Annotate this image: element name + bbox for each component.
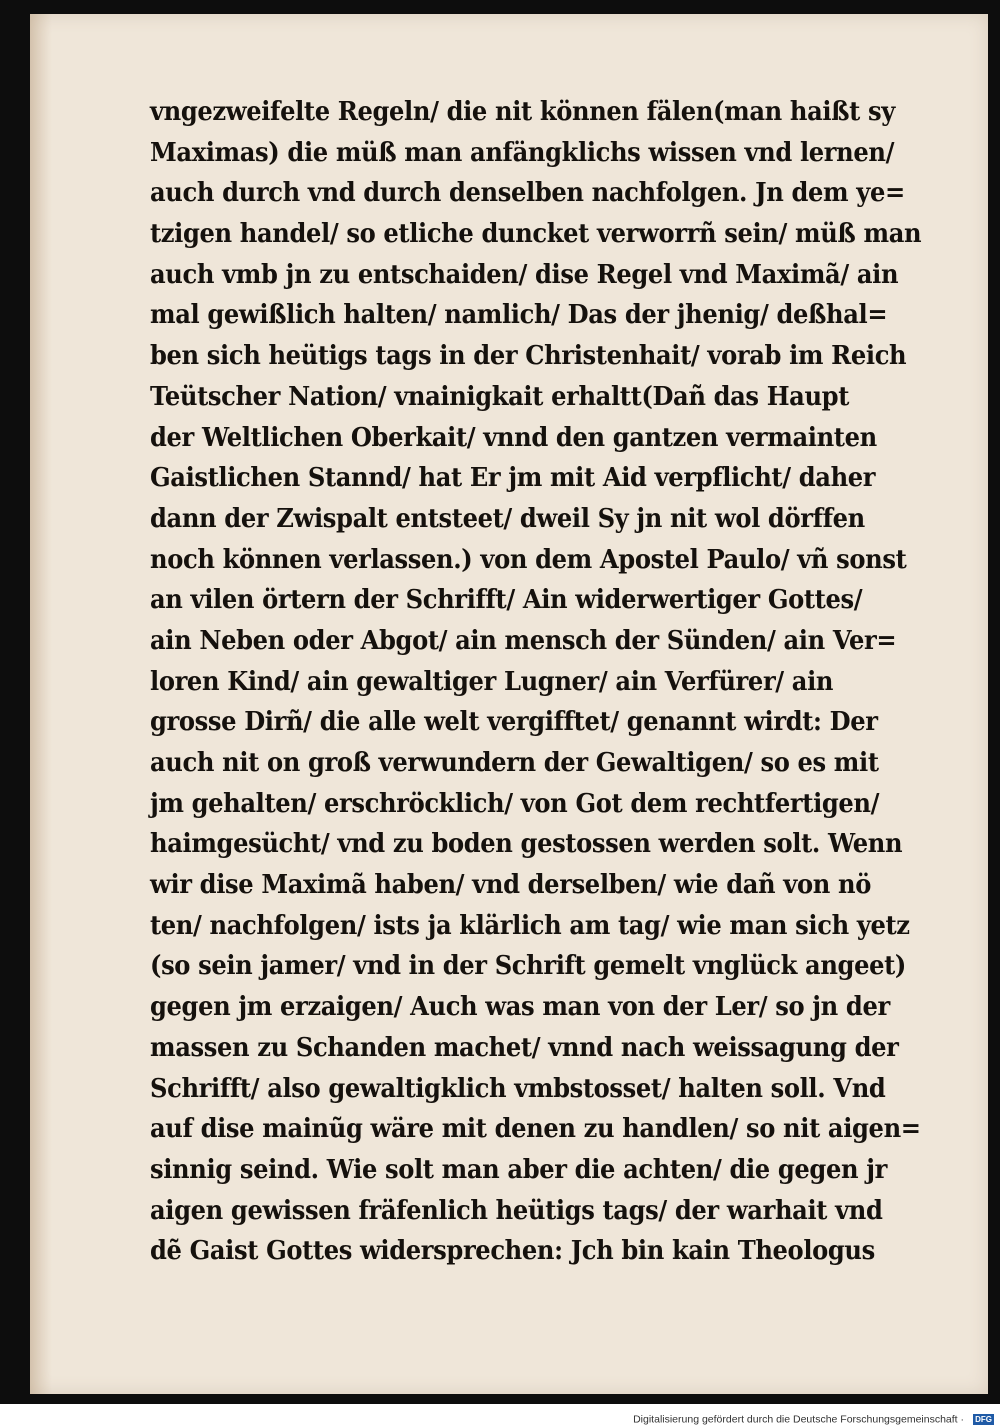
text-line: auch nit on groß verwundern der Gewaltigen/ so es mit xyxy=(150,748,879,778)
text-line: aigen gewissen fräfenlich heütigs tags/ der warhait vnd xyxy=(150,1195,883,1226)
text-line: Schrifft/ also gewaltigklich vmbstosset/ halten soll. Vnd xyxy=(150,1073,886,1104)
text-line: (so sein jamer/ vnd in der Schrift gemelt vnglück angeet) xyxy=(150,951,906,982)
text-line: vngezweifelte Regeln/ die nit können fälen(man haißt sy xyxy=(150,97,895,127)
text-line: sinnig seind. Wie solt man aber die achten/ die gegen jr xyxy=(150,1154,887,1185)
text-line: gegen jm erzaigen/ Auch was man von der Ler/ so jn der xyxy=(150,992,890,1023)
book-page xyxy=(30,14,988,1394)
dfg-logo-icon: DFG xyxy=(975,1415,992,1424)
text-line: an vilen örtern der Schrifft/ Ain widerwertiger Gottes/ xyxy=(150,585,863,616)
text-line: haimgesücht/ vnd zu boden gestossen werden solt. Wenn xyxy=(150,829,903,860)
text-line: grosse Dirñ/ die alle welt vergifftet/ genannt wirdt: Der xyxy=(150,707,878,738)
text-line: dẽ Gaist Gottes widersprechen: Jch bin kain Theologus xyxy=(150,1236,875,1267)
text-line: auf dise mainũg wäre mit denen zu handlen/ so nit aigen= xyxy=(150,1114,921,1145)
digitization-credit xyxy=(604,1409,994,1426)
text-line: noch können verlassen.) von dem Apostel Paulo/ vñ sonst xyxy=(150,544,907,575)
text-line: auch vmb jn zu entschaiden/ dise Regel vnd Maximã/ ain xyxy=(150,259,899,290)
credit-text: Digitalisierung gefördert durch die Deutsche Forschungsgemeinschaft · xyxy=(633,1413,965,1426)
text-line: massen zu Schanden machet/ vnnd nach weissagung der xyxy=(150,1032,899,1063)
text-line: tzigen handel/ so etliche duncket verworrñ sein/ müß man xyxy=(150,219,922,250)
text-line: der Weltlichen Oberkait/ vnnd den gantzen vermainten xyxy=(150,422,877,453)
text-line: mal gewißlich halten/ namlich/ Das der jhenig/ deßhal= xyxy=(150,300,888,331)
text-line: auch durch vnd durch denselben nachfolgen. Jn dem ye= xyxy=(150,178,905,209)
text-line: wir dise Maximã haben/ vnd derselben/ wie dañ von nö xyxy=(150,870,871,901)
text-line: Gaistlichen Stannd/ hat Er jm mit Aid verpflicht/ daher xyxy=(150,463,876,494)
page-gutter-shade xyxy=(30,14,52,1394)
text-line: ain Neben oder Abgot/ ain mensch der Sünden/ ain Ver= xyxy=(150,625,897,656)
text-line: ten/ nachfolgen/ ists ja klärlich am tag/ wie man sich yetz xyxy=(150,910,910,941)
text-line: loren Kind/ ain gewaltiger Lugner/ ain Verfürer/ ain xyxy=(150,666,834,697)
text-line: Teütscher Nation/ vnainigkait erhaltt(Dañ das Haupt xyxy=(150,381,850,412)
text-line: ben sich heütigs tags in der Christenhait/ vorab im Reich xyxy=(150,341,907,372)
text-line: jm gehalten/ erschröcklich/ von Got dem rechtfertigen/ xyxy=(150,788,880,819)
page-text xyxy=(150,92,970,1272)
text-line: Maximas) die müß man anfängklichs wissen vnd lernen/ xyxy=(150,137,895,168)
text-line: dann der Zwispalt entsteet/ dweil Sy jn nit wol dörffen xyxy=(150,503,865,534)
